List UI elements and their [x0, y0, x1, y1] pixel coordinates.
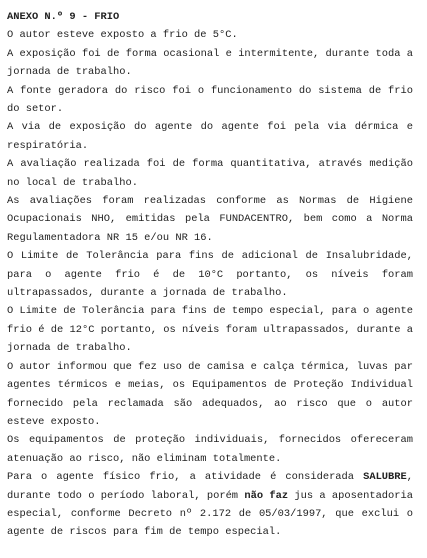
paragraph-exposure-form: A exposição foi de forma ocasional e intermitente, durante toda a jornada de trabalho. [7, 47, 413, 79]
conclusion-salubre: SALUBRE [363, 471, 407, 484]
paragraph-exposure-route: A via de exposição do agente do agente foi pela via dérmica e respiratória. [7, 121, 413, 152]
conclusion-text-3: jus a aposentadoria especial, conforme Decreto nº 2.172 de 05/03/1997, que exclui o agente de riscos para fim de tempo especial. [7, 489, 413, 539]
paragraph-conclusion [7, 468, 413, 542]
conclusion-nao-faz: não faz [244, 489, 289, 502]
section-title: ANEXO N.º 9 - FRIO [7, 11, 120, 23]
paragraph-risk-source: A fonte geradora do risco foi o funcionamento do sistema de frio do setor. [7, 84, 413, 116]
paragraph-insalubrity-limit: O Limite de Tolerância para fins de adicional de Insalubridade, para o agente frio é de 10°C portanto, os níveis foram ultrapassados, durante a jornada de trabalho. [7, 250, 413, 300]
conclusion-text-2: , durante todo o período laboral, porém [7, 471, 413, 502]
document-body [7, 8, 413, 542]
paragraph-exposure-temperature: O autor esteve exposto a frio de 5°C. [7, 29, 238, 42]
paragraph-ppe-usage: O autor informou que fez uso de camisa e calça térmica, luvas par agentes térmicos e meias, os Equipamentos de Proteção Individual fornecido pela reclamada são adequados, ao risco que o autor esteve exposto. [7, 360, 413, 428]
paragraph-standards: As avaliações foram realizadas conforme as Normas de Higiene Ocupacionais NHO, emitidas pela FUNDACENTRO, bem como a Norma Regulamentadora NR 15 e/ou NR 16. [7, 195, 413, 244]
paragraph-special-time-limit: O Limite de Tolerância para fins de tempo especial, para o agente frio é de 12°C portanto, os níveis foram ultrapassados, durante a jornada de trabalho. [7, 305, 413, 355]
paragraph-ppe-attenuation: Os equipamentos de proteção individuais, fornecidos ofereceram atenuação ao risco, não eliminam totalmente. [7, 434, 413, 465]
conclusion-text-1: Para o agente físico frio, a atividade é considerada [7, 471, 364, 484]
paragraph-evaluation-method: A avaliação realizada foi de forma quantitativa, através medição no local de trabalho. [7, 158, 413, 189]
